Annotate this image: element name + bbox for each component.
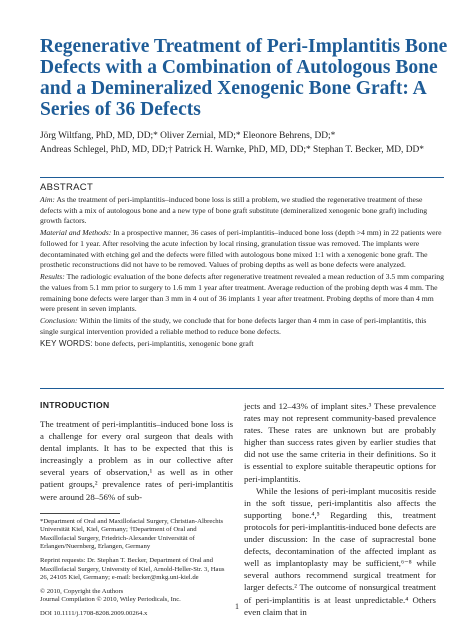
keywords-label: KEY WORDS:	[40, 339, 93, 349]
reprint-note: Reprint requests: Dr. Stephan T. Becker, Department of Oral and Maxillofacial Surgery, University of Kiel, Arnold-Heller-Str. 3, Haus 26, 24105 Kiel, Germany; e-mail: becker@mkg.uni-kiel.de	[40, 557, 225, 582]
author-list	[40, 130, 450, 157]
aim-label: Aim:	[40, 195, 55, 204]
footnote-rule	[40, 513, 120, 514]
conclusion-label: Conclusion:	[40, 316, 78, 326]
author-line: Jörg Wiltfang, PhD, MD, DD;* Oliver Zernial, MD;* Eleonore Behrens, DD;*	[40, 131, 336, 141]
affiliations-note: *Department of Oral and Maxillofacial Surgery, Christian-Albrechts Universität Kiel, Kiel, Germany; †Department of Oral and Maxillofacial Surgery, Friedrich-Alexander Universität of Erlangen/Nuernberg, Erlangen, Germany	[40, 517, 224, 551]
methods-label: Material and Methods:	[40, 228, 112, 238]
paper-title: Regenerative Treatment of Peri-Implantitis Bone Defects with a Combination of Autologous Bone and a Demineralized Xenogenic Bone Graft: A Series of 36 Defects	[40, 36, 448, 120]
keywords	[40, 339, 446, 350]
abstract-heading: ABSTRACT	[40, 182, 94, 193]
abstract-results	[40, 272, 446, 314]
conclusion-text: Within the limits of the study, we conclude that for bone defects larger than 4 mm in case of peri-implantitis, this single surgical intervention provided a reliable method to reduce bone defects.	[40, 316, 427, 336]
right-column	[244, 400, 436, 618]
results-text: The radiologic evaluation of the bone defects after regenerative treatment revealed a mean reduction of 3.5 mm comparing the values from 5.1 mm prior to surgery to 1.6 mm 1 year after treatment. Average reduction of the probing depth was 4 mm. The remaining bone defects were larger than 3 mm in 4 out of 36 implants 1 year after treatment. Probing depths of more than 4 mm were present in seven implants.	[40, 272, 444, 314]
methods-text: In a prospective manner, 36 cases of peri-implantitis–induced bone loss (depth >4 mm) in 22 patients were followed for 1 year. After resolving the acute infection by local rinsing, granulation tissue was removed. The implants were decontaminated with etching gel and the defects were filled with autologous bone mixed 1:1 with a xenogenic bone graft. The prosthetic reconstructions did not have to be removed. Values of probing depths as well as bone defects were analyzed.	[40, 228, 442, 270]
doi: DOI 10.1111/j.1708-8208.2009.00264.x	[40, 610, 148, 617]
keywords-text: bone defects, peri-implantitis, xenogenic bone graft	[92, 339, 254, 349]
abstract-top-rule	[40, 177, 444, 178]
author-line: Andreas Schlegel, PhD, MD, DD;† Patrick H. Warnke, PhD, MD, DD;* Stephan T. Becker, MD, DD*	[40, 144, 424, 155]
aim-text: As the treatment of peri-implantitis–induced bone loss is still a problem, we studied the regenerative treatment of these defects with a mix of autologous bone and a new type of bone graft substitute (demineralized xenogenic bone graft) including growth factors.	[40, 195, 428, 226]
abstract-body	[40, 195, 446, 351]
abstract-conclusion	[40, 316, 446, 337]
introduction-paragraph-continued: jects and 12–43% of implant sites.³ These prevalence rates may not represent community-based prevalence rates. These rates are unknown but are probably higher than success rates given by earlier studies that did not use the same criteria in their definitions. So it is essential to explore suitable therapeutic options for peri-implantitis.	[244, 401, 436, 484]
copyright-line: © 2010, Copyright the Authors	[40, 587, 124, 595]
results-label: Results:	[40, 272, 65, 282]
left-column	[40, 400, 233, 624]
abstract-bottom-rule	[40, 388, 444, 389]
journal-compilation-line: Journal Compilation © 2010, Wiley Periodicals, Inc.	[40, 596, 181, 604]
introduction-heading: INTRODUCTION	[40, 400, 110, 410]
abstract-aim	[40, 195, 446, 227]
introduction-paragraph: The treatment of peri-implantitis–induced bone loss is a challenge for every oral surgeon that deals with dental implants. It has to be expected that this is increasingly a problem as in our collective after several years of observation,¹ as well as in other patient groups,² prevalence rates of peri-implantitis were around 28–56% of sub-	[40, 419, 233, 502]
page-number: 1	[235, 602, 239, 611]
introduction-paragraph-2: While the lesions of peri-implant mucositis reside in the soft tissue, peri-implantitis also affects the supporting bone.⁴,⁵ Regarding this, treatment protocols for peri-implantitis-induced bone defects are under discussion: In the case of supracrestal bone defects, decontamination of the affected implant as well as implantoplasty may be sufficient,⁶⁻⁸ while several authors recommend surgical treatment for larger defects.² The outcome of nonsurgical treatment of peri-implantitis is at least unpredictable.⁴ Others even claim that in	[244, 485, 436, 617]
abstract-methods	[40, 228, 446, 270]
